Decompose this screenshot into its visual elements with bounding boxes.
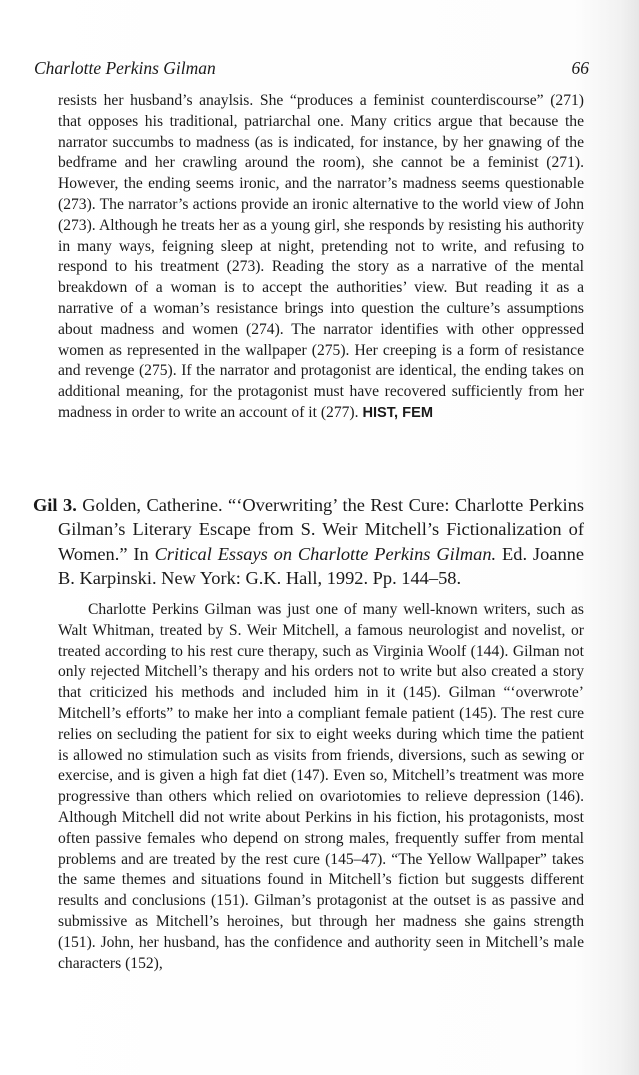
page-header	[34, 58, 589, 86]
book-title: Critical Essays on Charlotte Perkins Gilman.	[154, 543, 497, 564]
citation-end: Ed. Joanne B. Karpinski. New York: G.K. Hall, 1992. Pp. 144–58.	[58, 543, 584, 588]
running-head: Charlotte Perkins Gilman	[34, 58, 216, 78]
entry-id: Gil 3.	[33, 495, 77, 515]
annotation-paragraph: Charlotte Perkins Gilman was just one of many well-known writers, such as Walt Whitman, treated by S. Weir Mitchell, a famous neurologist and novelist, or treated according to his rest cure therapy, such as Virginia Woolf (144). Gilman not only rejected Mitchell’s therapy and his orders not to write but also created a story that criticized his methods and included him in it (145). Gilman “‘overwrote’ Mitchell’s efforts” to make her into a compliant female patient (145). The rest cure relies on secluding the patient for six to eight weeks during which time the patient is allowed no stimulation such as visits from friends, diversions, such as sewing or exercise, and is given a high fat diet (147). Even so, Mitchell’s treatment was more progressive than others which relied on ovariotomies to relieve depression (146). Although Mitchell did not write about Perkins in his fiction, his protagonists, most often passive females who depend on strong males, frequently suffer from mental problems and are treated by the rest cure (145–47). “The Yellow Wallpaper” takes the same themes and situations found in Mitchell’s fiction but suggests different results and conclusions (151). Gilman’s protagonist at the outset is as passive and submissive as Mitchell’s heroines, but through her madness she gains strength (151). John, her husband, has the confidence and authority seen in Mitchell’s male characters (152),	[58, 601, 584, 972]
bibliography-entry	[33, 493, 584, 590]
annotation-paragraph-continued	[58, 91, 584, 424]
citation-start: Golden, Catherine. “‘Overwriting’ the Rest Cure: Charlotte Perkins Gilman’s Literary Escape from S. Weir Mitchell’s Fictionalization of Women.” In	[58, 495, 584, 564]
category-tags: HIST, FEM	[362, 404, 433, 421]
page-number: 66	[571, 58, 589, 78]
annotation-text: resists her husband’s anaylsis. She “produces a feminist counterdiscourse” (271) that opposes his traditional, patriarchal one. Many critics argue that because the narrator succumbs to madness (as is indicated, for instance, by her gnawing of the bedframe and her crawling around the room), she cannot be a feminist (271). However, the ending seems ironic, and the narrator’s madness seems questionable (273). The narrator’s actions provide an ironic alternative to the world view of John (273). Although he treats her as a young girl, she responds by resisting his authority in many ways, feigning sleep at night, pretending not to write, and refusing to respond to his treatment (273). Reading the story as a narrative of the mental breakdown of a woman is to accept the authorities’ view. But reading it as a narrative of a woman’s resistance brings into question the culture’s assumptions about madness and women (274). The narrator identifies with other oppressed women as represented in the wallpaper (275). Her creeping is a form of resistance and revenge (275). If the narrator and protagonist are identical, the ending takes on additional meaning, for the protagonist must have recovered sufficiently from her madness in order to write an account of it (277).	[58, 92, 584, 421]
